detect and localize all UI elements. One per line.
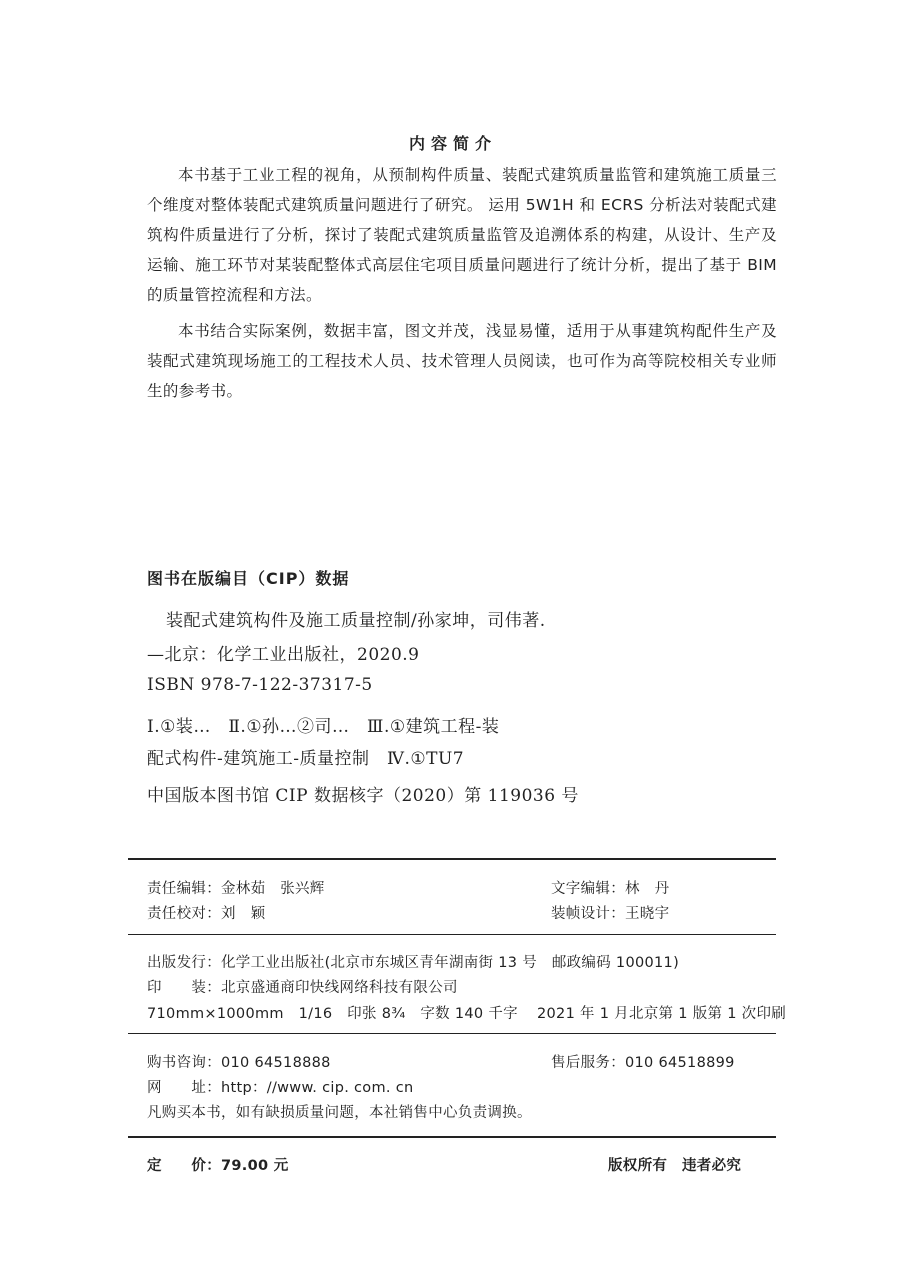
printer-line: 印 装：北京盛通商印快线网络科技有限公司 — [147, 980, 458, 996]
website-line: 网 址：http：//www. cip. com. cn — [147, 1080, 414, 1096]
spec-line: 710mm×1000mm 1/16 印张 8¾ 字数 140 千字 — [147, 1006, 518, 1022]
credit-editor: 责任编辑：金林茹 张兴辉 — [147, 881, 325, 897]
cip-book-line: 装配式建筑构件及施工质量控制/孙家坤，司伟著. — [166, 611, 546, 631]
service-hotline: 售后服务：010 64518899 — [551, 1055, 735, 1071]
divider-bottom — [128, 1136, 776, 1138]
intro-paragraph-2: 本书结合实际案例，数据丰富，图文并茂，浅显易懂，适用于从事建筑构配件生产及装配式建筑现场施工的工程技术人员、技术管理人员阅读，也可作为高等院校相关专业师生的参考书。 — [147, 322, 777, 400]
cip-publisher-line: —北京：化学工业出版社，2020.9 — [147, 645, 420, 665]
cip-record-line: 中国版本图书馆 CIP 数据核字（2020）第 119036 号 — [147, 786, 579, 806]
credit-proofreader: 责任校对：刘 颖 — [147, 906, 266, 922]
price-label: 定 价：79.00 元 — [147, 1158, 289, 1174]
cip-classification-line-2: 配式构件-建筑施工-质量控制 Ⅳ.①TU7 — [147, 749, 465, 769]
cip-title: 图书在版编目（CIP）数据 — [147, 569, 350, 588]
credit-designer: 装帧设计：王晓宇 — [551, 906, 670, 922]
quality-notice: 凡购买本书，如有缺损质量问题，本社销售中心负责调换。 — [147, 1105, 532, 1121]
copyright-notice: 版权所有 违者必究 — [608, 1158, 742, 1174]
credit-text-editor: 文字编辑：林 丹 — [551, 881, 670, 897]
publisher-line: 出版发行：化学工业出版社(北京市东城区青年湖南街 13 号 邮政编码 100011) — [147, 955, 680, 971]
purchase-hotline: 购书咨询：010 64518888 — [147, 1055, 331, 1071]
intro-paragraph-1: 本书基于工业工程的视角，从预制构件质量、装配式建筑质量监管和建筑施工质量三个维度对整体装配式建筑质量问题进行了研究。 运用 5W1H 和 ECRS 分析法对装配式建筑构件质量进行了分析，探讨了装配式建筑质量监管及追溯体系的构建，从设计、生产及运输、施工环节对某装配整体式高层住宅项目质量问题进行了统计分析，提出了基于 BIM 的质量管控流程和方法。 — [147, 166, 777, 304]
cip-classification-line-1: Ⅰ.①装… Ⅱ.①孙…②司… Ⅲ.①建筑工程-装 — [147, 717, 500, 737]
divider-credits — [128, 934, 776, 935]
divider-publishing — [128, 1033, 776, 1034]
intro-title: 内容简介 — [408, 134, 497, 153]
edition-line: 2021 年 1 月北京第 1 版第 1 次印刷 — [537, 1006, 787, 1022]
cip-isbn-line: ISBN 978-7-122-37317-5 — [147, 675, 373, 695]
divider-top — [128, 858, 776, 860]
